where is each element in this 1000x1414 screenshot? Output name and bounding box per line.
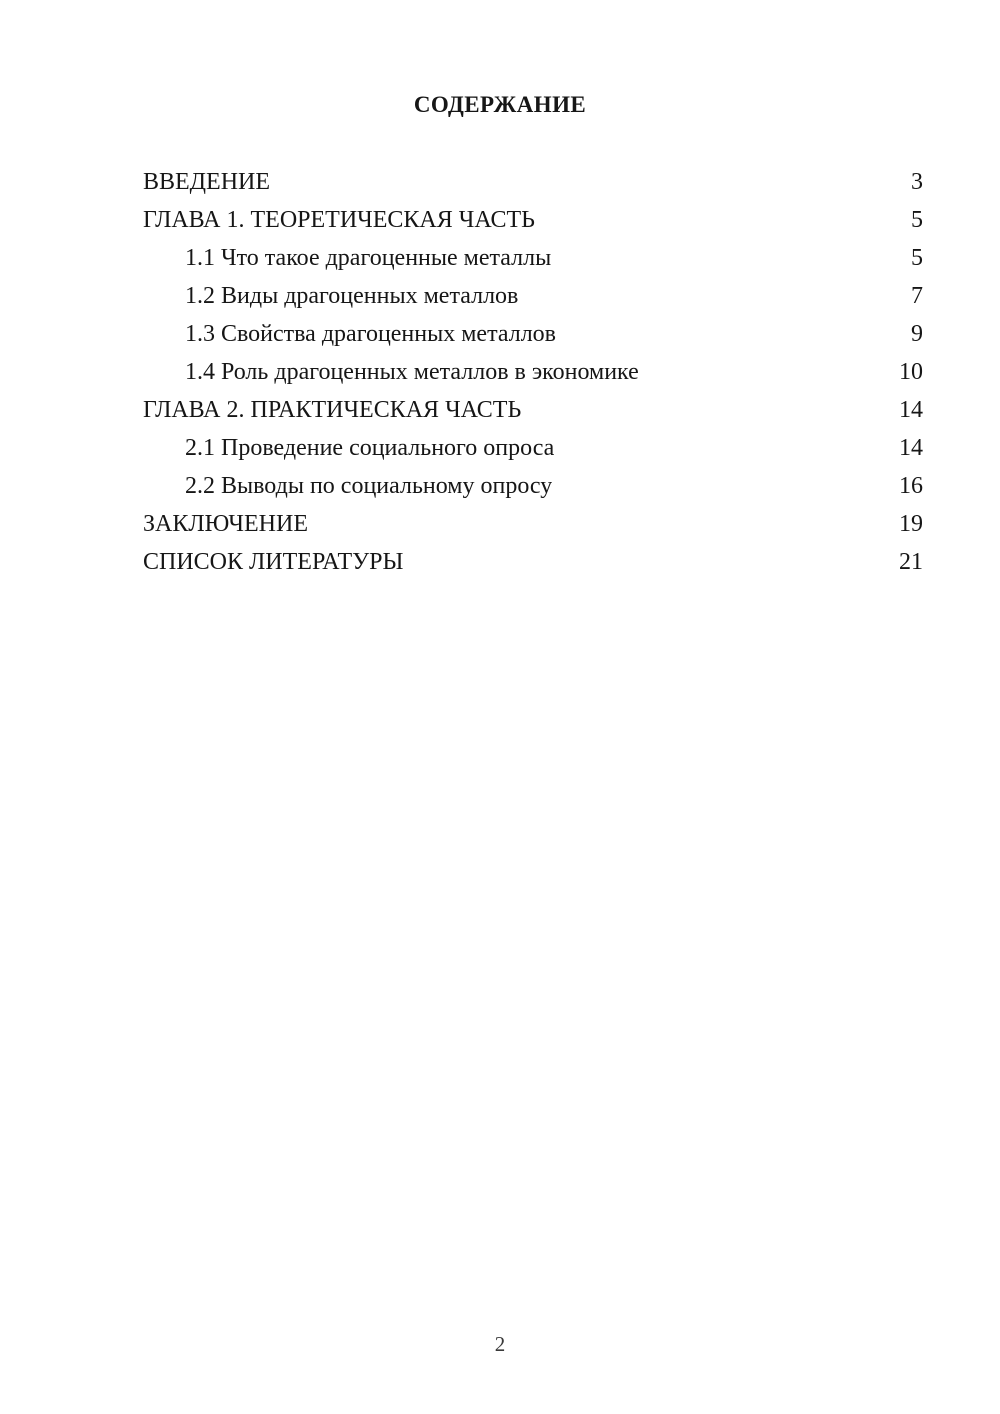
toc-entry[interactable] [143, 391, 923, 429]
toc-entry[interactable] [143, 429, 923, 467]
toc-entry[interactable] [143, 543, 923, 581]
toc-entry[interactable] [143, 277, 923, 315]
toc-entry-label: 2.2 Выводы по социальному опросу [185, 473, 553, 499]
toc-entry-page: 16 [899, 473, 923, 499]
toc-entry-page: 7 [911, 283, 923, 309]
table-of-contents [143, 163, 923, 581]
toc-entry-label: 1.3 Свойства драгоценных металлов [185, 321, 557, 347]
toc-entry[interactable] [143, 239, 923, 277]
toc-entry[interactable] [143, 201, 923, 239]
toc-entry-label: 2.1 Проведение социального опроса [185, 435, 555, 461]
toc-entry-page: 21 [899, 549, 923, 575]
toc-entry-page: 14 [899, 435, 923, 461]
toc-entry-label: СПИСОК ЛИТЕРАТУРЫ [143, 549, 404, 575]
toc-entry-page: 14 [899, 397, 923, 423]
toc-entry[interactable] [143, 315, 923, 353]
toc-entry-label: 1.2 Виды драгоценных металлов [185, 283, 519, 309]
toc-entry-label: ГЛАВА 2. ПРАКТИЧЕСКАЯ ЧАСТЬ [143, 397, 522, 423]
toc-entry-page: 5 [911, 207, 923, 233]
toc-entry-page: 3 [911, 169, 923, 195]
toc-entry-label: 1.1 Что такое драгоценные металлы [185, 245, 552, 271]
toc-entry[interactable] [143, 353, 923, 391]
toc-entry-label: ВВЕДЕНИЕ [143, 169, 271, 195]
page-title: СОДЕРЖАНИЕ [413, 92, 587, 117]
toc-entry-label: 1.4 Роль драгоценных металлов в экономике [185, 359, 639, 385]
toc-entry-label: ГЛАВА 1. ТЕОРЕТИЧЕСКАЯ ЧАСТЬ [143, 207, 535, 233]
page-number-footer: 2 [494, 1332, 506, 1356]
toc-entry[interactable] [143, 467, 923, 505]
toc-entry-page: 19 [899, 511, 923, 537]
toc-entry[interactable] [143, 163, 923, 201]
toc-entry-page: 9 [911, 321, 923, 347]
toc-entry-page: 10 [899, 359, 923, 385]
toc-entry[interactable] [143, 505, 923, 543]
toc-entry-page: 5 [911, 245, 923, 271]
toc-entry-label: ЗАКЛЮЧЕНИЕ [143, 511, 308, 537]
